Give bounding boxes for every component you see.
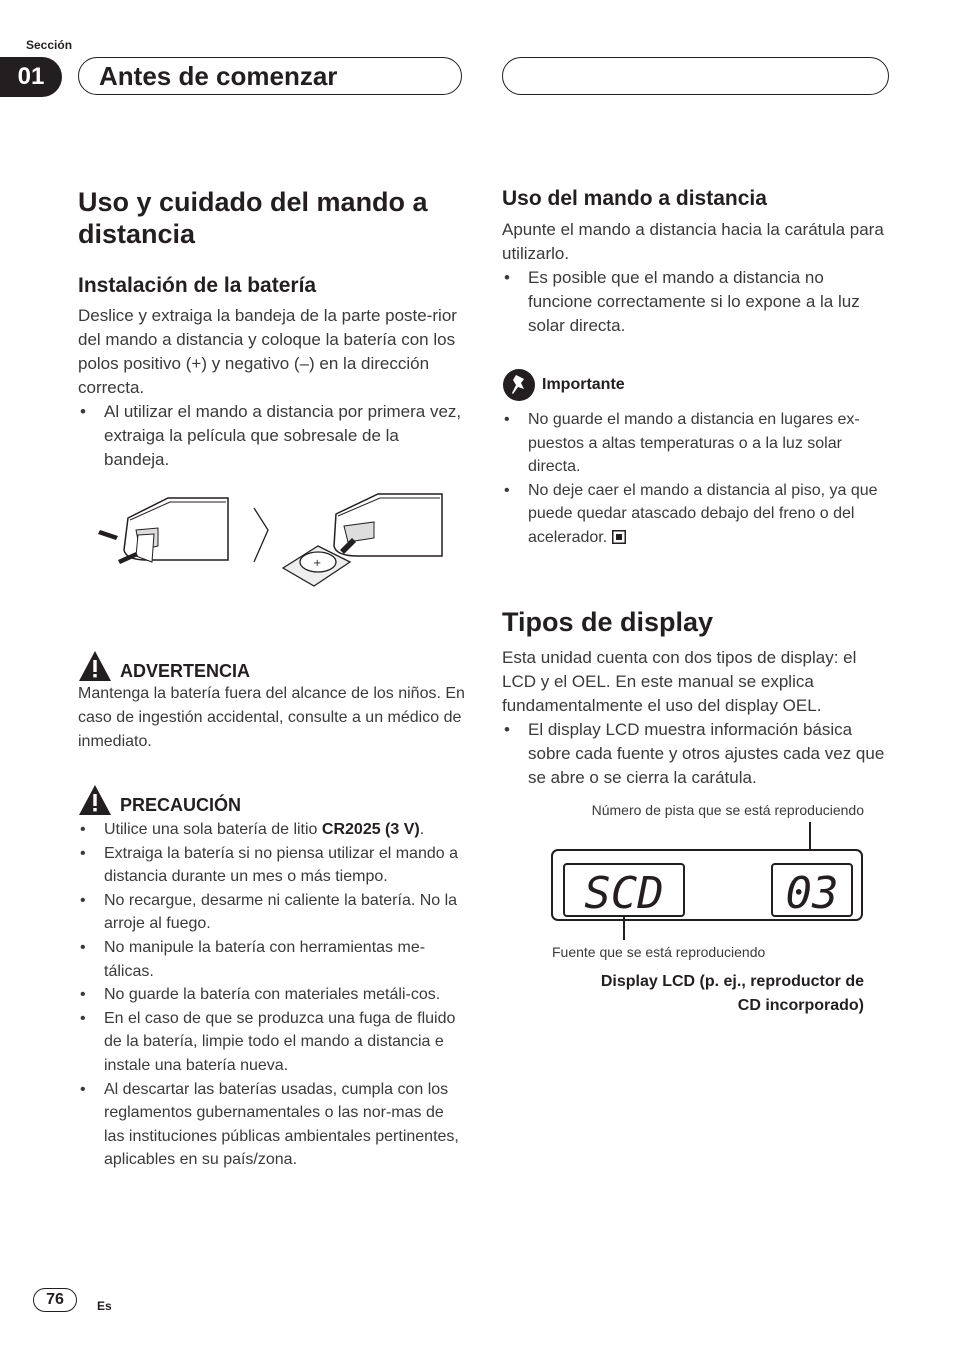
battery-install-text: Deslice y extraiga la bandeja de la parte poste-rior del mando a distancia y coloque la batería con los polos positivo (+) y negativo (–) en la dirección correcta. [78, 306, 457, 397]
list-item [502, 479, 892, 550]
remote-care-title: Uso y cuidado del mando a distancia [78, 187, 428, 249]
list-item [78, 818, 466, 842]
caution-heading-text: PRECAUCIÓN [120, 795, 242, 815]
warning-heading [78, 650, 466, 682]
display-types-text: Esta unidad cuenta con dos tipos de display: el LCD y el OEL. En este manual se explica fundamentalmente el uso del display OEL. [502, 647, 857, 715]
svg-text:+: + [313, 558, 322, 569]
remote-use-heading: Uso del mando a distancia [502, 187, 767, 210]
list-item: • No manipule la batería con herramientas me-tálicas. [78, 936, 466, 983]
important-heading [502, 368, 892, 402]
source-caption: Fuente que se está reproduciendo [552, 943, 766, 960]
section-title [78, 57, 462, 95]
caution-icon [78, 784, 112, 816]
pushpin-icon [502, 368, 536, 402]
important-list [502, 408, 892, 550]
important-block [502, 368, 892, 550]
section-number: 01 [0, 57, 62, 97]
right-column [502, 186, 892, 1030]
caution-battery-text: Utilice una sola batería de litio [104, 821, 322, 838]
header-pill-blank [502, 57, 889, 95]
list-item: • Extraiga la batería si no piensa utilizar el mando a distancia durante un mes o más tiempo. [78, 842, 466, 889]
caution-block [78, 784, 466, 1172]
caution-list [78, 818, 466, 1172]
important-text: No deje caer el mando a distancia al piso, ya que puede quedar atascado debajo del freno o del acelerador. [528, 481, 878, 546]
caution-battery-end: . [419, 821, 425, 838]
display-types-title: Tipos de display [502, 606, 714, 637]
lcd-figure [502, 800, 892, 1030]
lcd-source-text: SCD [584, 867, 664, 919]
lcd-caption-line2: CD incorporado) [737, 996, 864, 1014]
important-heading-text: Importante [542, 376, 625, 393]
lcd-caption [601, 970, 864, 1018]
step-arrow-icon [254, 508, 268, 562]
list-item: • Al utilizar el mando a distancia por primera vez, extraiga la película que sobresale de la bandeja. [78, 400, 466, 472]
battery-install-list [78, 400, 466, 472]
battery-illustration [78, 490, 458, 610]
end-mark-icon [612, 530, 626, 544]
caution-heading [78, 784, 466, 816]
push-arrow-icon [98, 530, 118, 540]
lcd-caption-line1: Display LCD (p. ej., reproductor de [600, 972, 864, 990]
remote-use-text: Apunte el mando a distancia hacia la carátula para utilizarlo. [502, 220, 884, 263]
display-types-list [502, 718, 892, 790]
warning-text: Mantenga la batería fuera del alcance de los niños. En caso de ingestión accidental, consulte a un médico de inmediato. [78, 685, 465, 750]
language-code: Es [97, 1299, 112, 1313]
left-column [78, 186, 466, 1172]
battery-model: CR2025 (3 V) [321, 821, 420, 838]
remote-use-list [502, 266, 892, 338]
list-item: • No guarde la batería con materiales metáli-cos. [78, 983, 466, 1007]
list-item: • No guarde el mando a distancia en lugares ex-puestos a altas temperaturas o a la luz solar directa. [502, 408, 892, 479]
warning-heading-text: ADVERTENCIA [120, 661, 251, 681]
track-caption: Número de pista que se está reproduciendo [591, 801, 864, 818]
section-label: Sección [26, 38, 73, 52]
list-item: • Al descartar las baterías usadas, cumpla con los reglamentos gubernamentales o las nor-mas de las instituciones públicas ambientales pertinentes, aplicables en su país/zona. [78, 1078, 466, 1172]
section-title-text: Antes de comenzar [99, 60, 338, 91]
warning-icon [78, 650, 112, 682]
lcd-panel [502, 822, 892, 942]
list-item: • En el caso de que se produzca una fuga de fluido de la batería, limpie todo el mando a distancia e instale una batería nueva. [78, 1007, 466, 1078]
list-item: • Es posible que el mando a distancia no funcione correctamente si lo expone a la luz solar directa. [502, 266, 892, 338]
list-item: • El display LCD muestra información básica sobre cada fuente y otros ajustes cada vez que se abre o se cierra la carátula. [502, 718, 892, 790]
lcd-track-text: 03 [785, 867, 839, 919]
warning-block [78, 650, 466, 754]
battery-install-heading: Instalación de la batería [78, 274, 317, 297]
page-number: 76 [33, 1288, 77, 1312]
list-item: • No recargue, desarme ni caliente la batería. No la arroje al fuego. [78, 889, 466, 936]
